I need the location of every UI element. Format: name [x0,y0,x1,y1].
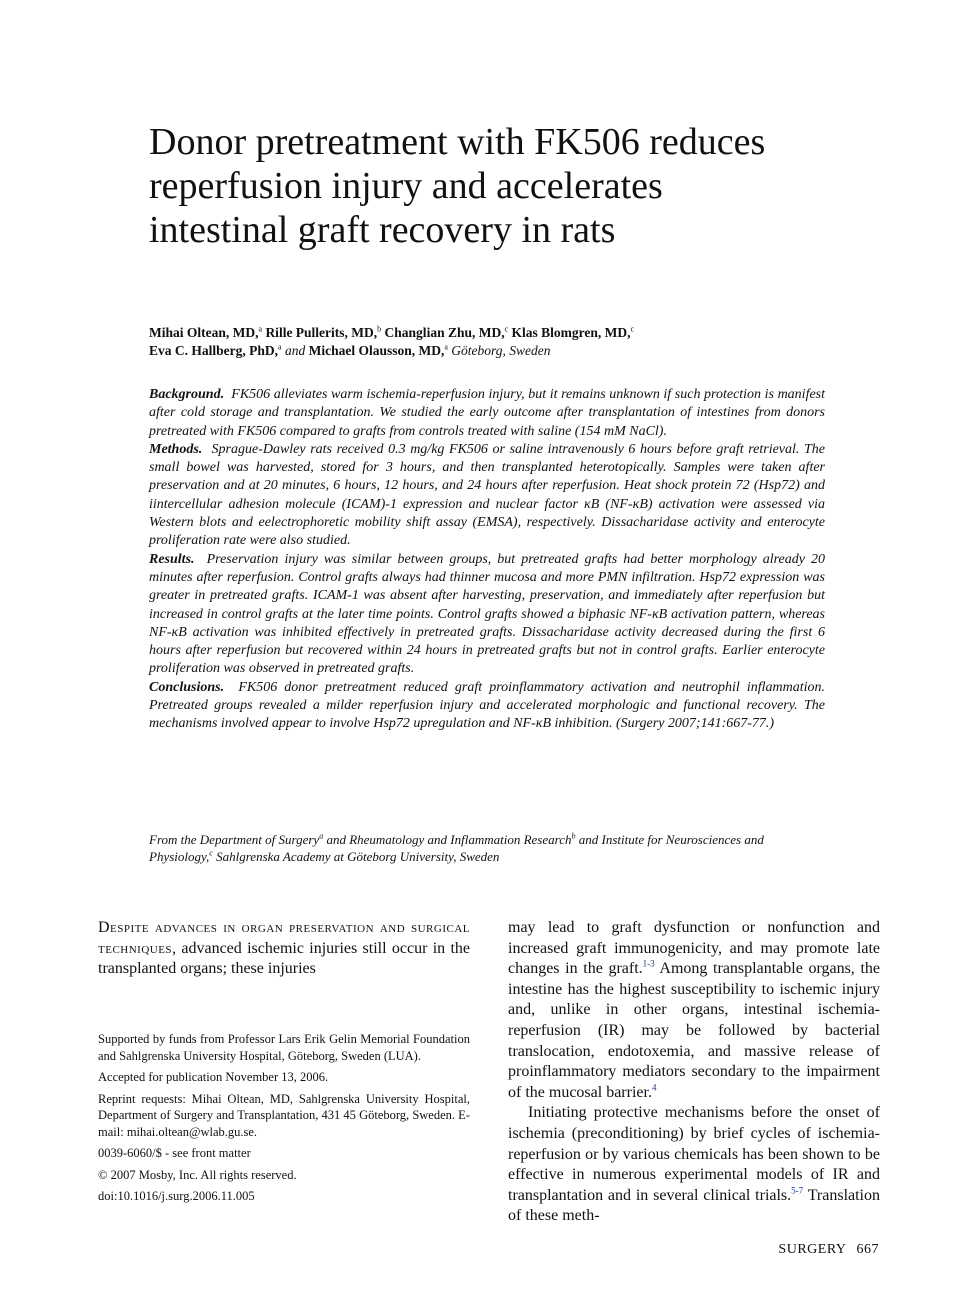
author-line-2 [149,342,869,360]
affiliation-text: and Institute for Neurosciences and Physiology, [149,832,764,864]
author-name: Klas Blomgren, MD, [511,325,631,340]
author-line-1 [149,324,869,342]
affiliation-marker: a [444,342,448,352]
funding-note: Supported by funds from Professor Lars Erik Gelin Memorial Foundation and Sahlgrenska University Hospital, Göteborg, Sweden (LUA). [98,1032,470,1063]
body-text: may lead to graft dysfunction or nonfunction and increased graft immunogenicity, and may promote late changes in the graft. [508,919,880,978]
affiliation-marker: a [258,324,263,334]
abstract-label: Results. [149,551,195,567]
citation-link[interactable]: 5-7 [791,1185,804,1196]
abstract-text: FK506 donor pretreatment reduced graft proinflammatory activation and neutrophil inflammation. Pretreated groups revealed a milder reperfusion injury and accelerated morphologic and functional recovery. The mechanisms involved appear to involve Hsp72 upregulation and NF-κB inhibition. (Surgery 2007;141:667-77.) [149,679,825,732]
author-name: Mihai Oltean, MD, [149,325,259,340]
affiliation [149,831,825,865]
abstract-background [149,386,825,441]
accepted-note: Accepted for publication November 13, 2006. [98,1070,329,1084]
abstract-text: Preservation injury was similar between groups, but pretreated grafts had better morphology already 20 minutes after reperfusion. Control grafts always had thinner mucosa and more PMN infiltration. Hsp72 expression was greater in pretreated grafts. ICAM-1 was absent after harvesting, preservation, and immediately after reperfusion but increased in control grafts at the later time points. Control grafts showed a biphasic NF-κB activation pattern, whereas NF-κB activation was inhibited effectively in pretreated grafts. Dissacharidase activity decreased during the first 6 hours after reperfusion but recovered within 24 hours in pretreated grafts but not in control grafts. Earlier enterocyte proliferation was observed in pretreated grafts. [149,551,826,677]
copyright-note: © 2007 Mosby, Inc. All rights reserved. [98,1167,297,1182]
intro-smallcaps: Despite advances in organ preservation and surgical techniques [98,919,470,957]
right-column [508,918,880,1227]
abstract-label: Methods. [149,441,203,457]
author-location: Göteborg, Sweden [451,343,551,358]
affiliation-marker: b [571,831,576,841]
affiliation-text: and Rheumatology and Inflammation Research [323,832,572,847]
issn-note: 0039-6060/$ - see front matter [98,1146,251,1160]
abstract-methods [149,441,825,551]
affiliation-marker: c [209,848,213,858]
intro-paragraph [98,918,470,980]
author-list [149,324,869,360]
abstract-label: Conclusions. [149,679,225,695]
author-name: Changlian Zhu, MD, [384,325,505,340]
body-text: Translation of these meth- [508,1186,880,1225]
author-conjunction: and [284,343,306,358]
abstract-text: FK506 alleviates warm ischemia-reperfusion injury, but it remains unknown if such protection is manifest after cold storage and transplantation. We studied the early outcome after transplantation of intestines from donors pretreated with FK506 compared to grafts from controls treated with saline (154 mM NaCl). [149,387,826,439]
affiliation-text: From the Department of Surgery [149,832,320,847]
affiliation-marker: c [630,324,635,334]
page-number: 667 [856,1242,879,1257]
reprint-note: Reprint requests: Mihai Oltean, MD, Sahlgrenska University Hospital, Department of Surgery and Transplantation, 431 45 Göteborg, Sweden. E-mail: mihai.oltean@wlab.gu.se. [98,1091,470,1139]
abstract-text: Sprague-Dawley rats received 0.3 mg/kg FK506 or saline intravenously 6 hours before graft retrieval. The small bowel was harvested, stored for 3 hours, and then transplanted heterotopically. Samples were taken after preservation and at 20 minutes, 6 hours, 12 hours, and 24 hours after reperfusion. Heat shock protein 72 (Hsp72) and iintercellular adhesion molecule (ICAM)-1 expression and nuclear factor κB (NF-κB) activation were assessed via Western blots and eelectrophoretic mobility shift assay (EMSA), respectively. Dissacharidase activity and enterocyte proliferation rate were also studied. [149,441,825,549]
body-text: Initiating protective mechanisms before the onset of ischemia (preconditioning) by brief cycles of ischemia-reperfusion or by various chemicals has been shown to be effective in numerous experimental models of IR and transplantation and in several clinical trials. [508,1104,880,1204]
abstract-conclusions [149,679,825,734]
left-column [98,918,470,980]
journal-name: SURGERY [778,1242,847,1257]
body-text: Among transplantable organs, the intestine has the highest susceptibility to ischemic injury and, unlike in other organs, intestinal ischemia-reperfusion (IR) may be followed by bacterial translocation, endotoxemia, and massive release of proinflammatory mediators secondary to the impairment of the mucosal barrier. [508,960,880,1101]
author-name: Eva C. Hallberg, PhD, [149,343,279,358]
affiliation-marker: a [319,831,324,841]
abstract-label: Background. [149,387,225,402]
article-title: Donor pretreatment with FK506 reduces reperfusion injury and accelerates intestinal graft recovery in rats [149,121,766,251]
citation-link[interactable]: 4 [651,1082,657,1093]
article-notes [98,1031,470,1210]
affiliation-marker: a [278,342,282,352]
author-name: Michael Olausson, MD, [308,343,445,358]
body-paragraph [508,1103,880,1227]
author-name: Rille Pullerits, MD, [265,325,378,340]
page-footer [768,1241,879,1259]
citation-link[interactable]: 1-3 [642,958,655,969]
doi-link[interactable]: doi:10.1016/j.surg.2006.11.005 [98,1189,255,1203]
abstract [149,386,825,734]
affiliation-marker: c [504,324,509,334]
abstract-results [149,551,825,679]
intro-text: , advanced ischemic injuries still occur in the transplanted organs; these injuries [98,939,470,978]
affiliation-marker: b [377,324,382,334]
body-paragraph [508,918,880,1103]
affiliation-text: Sahlgrenska Academy at Göteborg University, Sweden [212,849,500,864]
